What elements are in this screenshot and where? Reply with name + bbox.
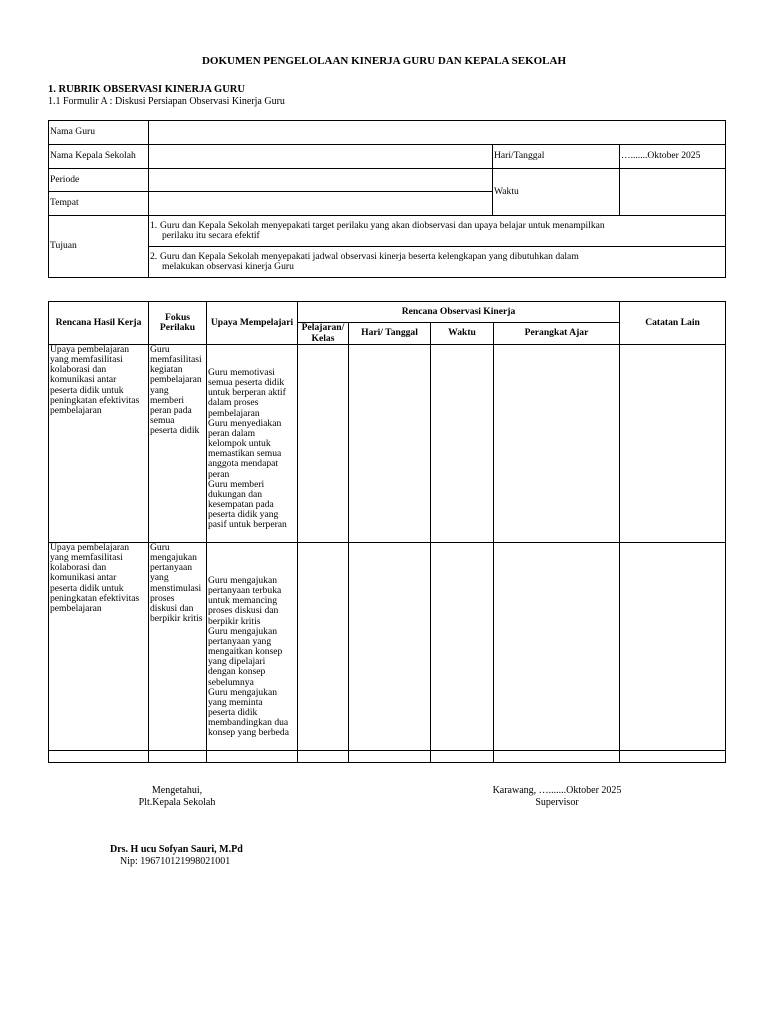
- cell-line: peserta didik yang: [208, 509, 279, 521]
- cell-line: Guru mengajukan: [208, 625, 278, 637]
- empty-cell[interactable]: [620, 751, 726, 763]
- waktu-cell[interactable]: [431, 345, 494, 543]
- hari-tanggal-value[interactable]: ….......Oktober 2025: [620, 145, 726, 169]
- cell-line: kolaborasi dan: [50, 562, 107, 574]
- cell-line: memfasilitasi: [150, 354, 202, 366]
- cell-line: peningkatan efektivitas: [50, 592, 140, 604]
- cell-line: anggota mendapat: [208, 458, 279, 470]
- empty-cell[interactable]: [149, 751, 207, 763]
- cell-line: membandingkan dua: [208, 717, 289, 729]
- hari-tanggal-cell[interactable]: [349, 543, 431, 751]
- cell-line: Guru memotivasi: [208, 367, 275, 378]
- periode-label: Periode: [49, 169, 149, 192]
- cell-line: Guru memberi: [208, 478, 265, 490]
- table-row-empty: [49, 751, 726, 763]
- cell-line: kolaborasi dan: [50, 364, 107, 376]
- cell-line: kelompok untuk: [208, 438, 271, 450]
- tujuan-item: [149, 247, 726, 278]
- kepala-sekolah-field[interactable]: [149, 145, 493, 169]
- cell-line: pembelajaran: [50, 404, 102, 416]
- cell-line: proses diskusi dan: [208, 605, 279, 617]
- tujuan-text: melakukan observasi kinerja Guru: [162, 261, 294, 272]
- cell-line: diskusi dan: [150, 602, 194, 614]
- cell-line: pembelajaran: [208, 407, 260, 419]
- tujuan-text: Guru dan Kepala Sekolah menyepakati jadwal observasi kinerja beserta kelengkapan yang dibutuhkan dalam: [160, 250, 579, 262]
- catatan-lain-cell[interactable]: [620, 345, 726, 543]
- signer-nip: Nip: 196710121998021001: [120, 856, 231, 867]
- tujuan-text: perilaku itu secara efektif: [162, 230, 260, 241]
- periode-field[interactable]: [149, 169, 493, 192]
- mengetahui-label: Mengetahui,: [151, 785, 203, 796]
- waktu-field[interactable]: [620, 169, 726, 216]
- empty-cell[interactable]: [494, 751, 620, 763]
- kepala-sekolah-title: Plt.Kepala Sekolah: [138, 797, 216, 808]
- cell-line: peran pada: [150, 404, 192, 416]
- cell-line: Upaya pembelajaran: [50, 542, 130, 553]
- empty-cell[interactable]: [207, 751, 298, 763]
- rencana-cell: [49, 345, 149, 543]
- header-pelajaran-kelas: Pelajaran/ Kelas: [298, 323, 349, 345]
- cell-line: yang meminta: [208, 696, 263, 708]
- perangkat-ajar-cell[interactable]: [494, 345, 620, 543]
- empty-cell[interactable]: [431, 751, 494, 763]
- cell-line: dalam proses: [208, 397, 259, 409]
- cell-line: yang memfasilitasi: [50, 354, 123, 366]
- header-waktu: Waktu: [431, 323, 494, 345]
- cell-line: sebelumnya: [208, 676, 254, 688]
- cell-line: kesempatan pada: [208, 499, 274, 511]
- fokus-cell: [149, 543, 207, 751]
- empty-cell[interactable]: [298, 751, 349, 763]
- cell-line: dengan konsep: [208, 666, 266, 678]
- cell-line: pertanyaan terbuka: [208, 585, 282, 597]
- cell-line: peserta didik untuk: [50, 582, 124, 594]
- cell-line: peserta didik: [208, 707, 258, 719]
- catatan-lain-cell[interactable]: [620, 543, 726, 751]
- tujuan-number: 1.: [150, 219, 158, 231]
- tujuan-number: 2.: [150, 250, 158, 262]
- cell-line: menstimulasi: [150, 582, 202, 594]
- header-hari-tanggal: Hari/ Tanggal: [349, 323, 431, 345]
- cell-line: Guru mengajukan: [208, 575, 278, 586]
- info-table: [48, 120, 726, 278]
- section-subtitle: 1.1 Formulir A : Diskusi Persiapan Observasi Kinerja Guru: [48, 96, 285, 107]
- document-title: DOKUMEN PENGELOLAAN KINERJA GURU DAN KEPALA SEKOLAH: [201, 55, 567, 67]
- cell-line: berpikir kritis: [208, 615, 261, 627]
- cell-line: Guru mengajukan: [208, 686, 278, 698]
- waktu-cell[interactable]: [431, 543, 494, 751]
- cell-line: mengajukan: [150, 552, 197, 564]
- table-row: [49, 345, 726, 543]
- cell-line: pembelajaran: [150, 374, 202, 386]
- cell-line: yang dipelajari: [208, 656, 266, 668]
- cell-line: semua: [150, 415, 175, 427]
- cell-line: Upaya pembelajaran: [50, 344, 130, 355]
- cell-line: pertanyaan: [150, 562, 193, 574]
- cell-line: komunikasi antar: [50, 374, 117, 386]
- cell-line: untuk memancing: [208, 595, 278, 607]
- header-catatan-lain: Catatan Lain: [620, 302, 726, 345]
- cell-line: mengaitkan konsep: [208, 646, 283, 658]
- cell-line: komunikasi antar: [50, 572, 117, 584]
- header-fokus-perilaku: Fokus Perilaku: [149, 302, 207, 345]
- signer-name: Drs. H ucu Sofyan Sauri, M.Pd: [110, 844, 243, 855]
- upaya-cell: [207, 345, 298, 543]
- cell-line: peningkatan efektivitas: [50, 394, 140, 406]
- section-title: 1. RUBRIK OBSERVASI KINERJA GURU: [48, 84, 245, 95]
- hari-tanggal-cell[interactable]: [349, 345, 431, 543]
- tujuan-text: Guru dan Kepala Sekolah menyepakati target perilaku yang akan diobservasi dan upaya belajar untuk menampilkan: [160, 219, 605, 231]
- cell-line: peserta didik untuk: [50, 384, 124, 396]
- header-rencana-observasi: Rencana Observasi Kinerja: [298, 302, 620, 323]
- cell-line: untuk berperan aktif: [208, 387, 286, 399]
- nama-guru-label: Nama Guru: [49, 121, 149, 145]
- cell-line: yang: [150, 572, 169, 584]
- header-upaya: Upaya Mempelajari: [207, 302, 298, 345]
- upaya-cell: [207, 543, 298, 751]
- tujuan-label: Tujuan: [49, 216, 149, 278]
- cell-line: Guru: [150, 542, 170, 553]
- header-perangkat-ajar: Perangkat Ajar: [494, 323, 620, 345]
- table-row: [49, 543, 726, 751]
- cell-line: kegiatan: [150, 364, 183, 376]
- empty-cell[interactable]: [349, 751, 431, 763]
- cell-line: memastikan semua: [208, 448, 282, 460]
- cell-line: yang: [150, 384, 169, 396]
- cell-line: Guru: [150, 344, 170, 355]
- header-rencana-hasil: Rencana Hasil Kerja: [49, 302, 149, 345]
- pelajaran-kelas-cell[interactable]: [298, 345, 349, 543]
- cell-line: konsep yang berbeda: [208, 727, 289, 739]
- cell-line: peran: [208, 468, 230, 480]
- perangkat-ajar-cell[interactable]: [494, 543, 620, 751]
- tujuan-item: [149, 216, 726, 247]
- cell-line: pertanyaan yang: [208, 635, 272, 647]
- tempat-label: Tempat: [49, 192, 149, 216]
- cell-line: peran dalam: [208, 427, 256, 439]
- cell-line: pembelajaran: [50, 602, 102, 614]
- kepala-sekolah-label: Nama Kepala Sekolah: [49, 145, 149, 169]
- hari-tanggal-label: Hari/Tanggal: [493, 145, 620, 169]
- cell-line: Guru menyediakan: [208, 417, 282, 429]
- cell-line: dukungan dan: [208, 488, 263, 500]
- cell-line: memberi: [150, 394, 185, 406]
- nama-guru-field[interactable]: [149, 121, 726, 145]
- rencana-cell: [49, 543, 149, 751]
- cell-line: peserta didik: [150, 425, 200, 437]
- supervisor-title: Supervisor: [535, 797, 579, 808]
- fokus-cell: [149, 345, 207, 543]
- cell-line: pasif untuk berperan: [208, 519, 287, 531]
- pelajaran-kelas-cell[interactable]: [298, 543, 349, 751]
- cell-line: berpikir kritis: [150, 613, 203, 625]
- cell-line: proses: [150, 592, 175, 604]
- waktu-label: Waktu: [493, 169, 620, 216]
- cell-line: semua peserta didik: [208, 377, 285, 389]
- cell-line: yang memfasilitasi: [50, 552, 123, 564]
- tempat-field[interactable]: [149, 192, 493, 216]
- place-date: Karawang, ….......Oktober 2025: [492, 785, 622, 796]
- empty-cell[interactable]: [49, 751, 149, 763]
- rubric-table: [48, 301, 726, 763]
